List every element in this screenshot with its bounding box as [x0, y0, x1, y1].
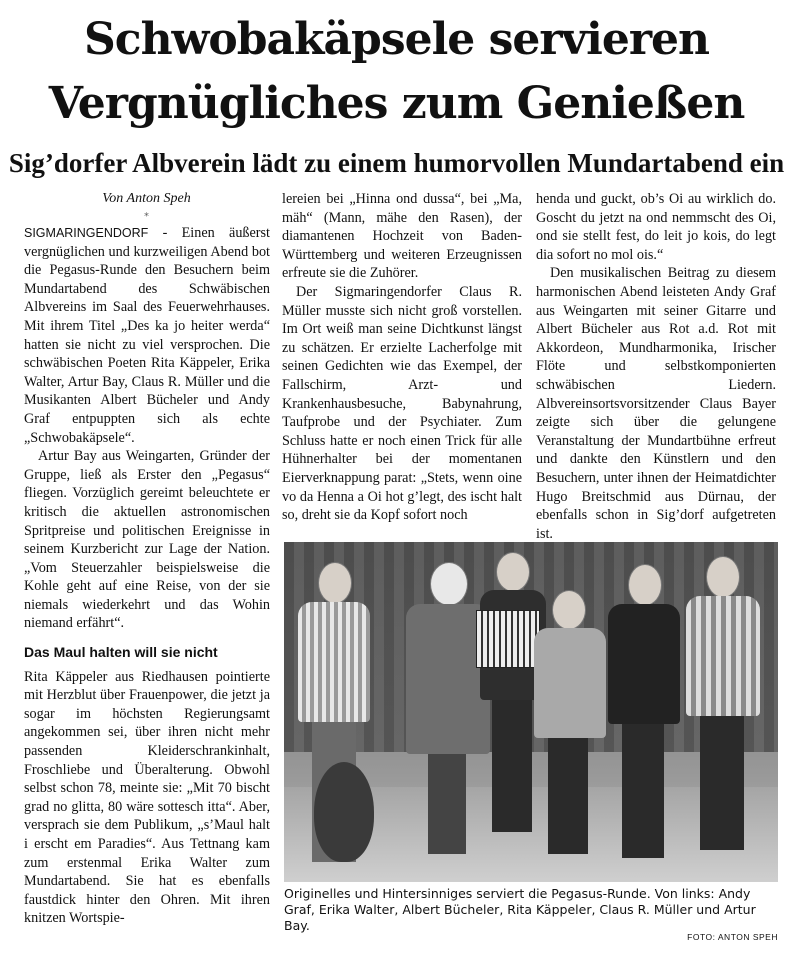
- paragraph: Den musikalischen Beitrag zu diesem harmonischen Abend leisteten Andy Graf aus Weingarten mit seiner Gitarre und Albert Bücheler aus Rot a.d. Rot mit Akkordeon, Mundharmonika, Irischer Flöte und selbstkomponierten schwäbischen Liedern. Albvereinsortsvorsitzender Claus Bayer zeigte sich über die gelungene Veranstaltung der Mundartbühne erfreut und dankte den Künstlern und den Besuchern, unter ihnen der Heimatdichter Hugo Breitschmid aus Dürnau, der ebenfalls schon in Sig’dorf aufgetreten ist.: [536, 265, 776, 542]
- article-column-3: [536, 190, 776, 543]
- photo-person-6: [682, 556, 764, 856]
- byline: Von Anton Speh: [102, 191, 191, 206]
- photo-caption: Originelles und Hintersinniges serviert die Pegasus-Runde. Von links: Andy Graf, Erika Walter, Albert Bücheler, Rita Käppeler, Claus R. Müller und Artur Bay.: [284, 886, 756, 933]
- paragraph: Rita Käppeler aus Riedhausen pointierte mit Herzblut über Frauenpower, die jetzt ja sogar im höchsten Regierungsamt angekommen sei, über ihren nicht mehr passenden Kleiderschrankinhalt, Froschliebe und Überalterung. Obwohl selbst schon 78, meinte sie: „Mit 70 bischt grad no glitta, 80 wäre sottesch itta“. Aber, versprach sie dem Publikum, „s’Maul halt i erscht em Paradies“. Aus Tettnang kam zum erstenmal Erika Walter zum Mundartabend. Sie hat es ebenfalls faustdick hinter den Ohren. Mit ihren knitzen Wortspie-: [24, 668, 270, 927]
- dateline: SIGMARINGENDORF: [24, 226, 149, 240]
- section-subheading: Das Maul halten will sie nicht: [24, 644, 218, 661]
- paragraph-text: - Einen äußerst vergnüglichen und kurzweiligen Abend bot die Pegasus-Runde den Besuchern beim Mundartabend des Schwäbischen Albvereins im Saal des Feuerwehrhauses. Mit ihrem Titel „Des ka jo heiter werda“ hatten sie nicht zu viel versprochen. Die schwäbischen Poeten Rita Käppeler, Erika Walter, Artur Bay, Claus R. Müller und die Musikanten Albert Bücheler und Andy Graf entpuppten sich als echte „Schwobakäpsele“.: [24, 225, 270, 446]
- photo-credit: FOTO: ANTON SPEH: [687, 932, 778, 942]
- paragraph: lereien bei „Hinna ond dussa“, bei „Ma, mäh“ (Mann, mähe den Rasen), der diamantenen Hochzeit von Baden-Württemberg und weiteren Erzeugnissen erfreute sie die Zuhörer.: [282, 191, 522, 282]
- article-column-1: [24, 224, 270, 928]
- headline-line-2: Vergnügliches zum Genießen: [48, 78, 745, 129]
- headline-line-1: Schwobakäpsele servieren: [84, 14, 709, 65]
- photo-person-5: [604, 564, 684, 864]
- paragraph: henda und guckt, ob’s Oi au wirklich do. Goscht du jetzt na ond nemmscht des Oi, ond sie stellt fest, do leit jo kois, do legt dia sofort no mol ois.“: [536, 191, 776, 263]
- byline-ornament: ⁎: [144, 208, 149, 218]
- group-photo: [284, 542, 778, 882]
- article-column-2: [282, 190, 522, 525]
- photo-person-1: [294, 562, 374, 872]
- subheadline: Sig’dorfer Albverein lädt zu einem humorvollen Mundartabend ein: [8, 148, 785, 178]
- paragraph: [24, 224, 270, 447]
- photo-person-4: [530, 590, 610, 860]
- paragraph: Der Sigmaringendorfer Claus R. Müller musste sich nicht groß vorstellen. Im Ort weiß man seine Dichtkunst längst zu schätzen. Er erzielte Lacherfolge mit seinen Gedichten wie das Exempel, der Fallschirm, Arzt- und Krankenhausbesuche, Babynahrung, Taufprobe und der Psychiater. Zum Schluss hatte er noch einen Trick für alle Hühnerhalter bei der momentanen Eierverknappung parat: „Stets, wenn oine vo da Henna a Oi hot g’legt, des ischt halt so, dreht sie da Kopf sofort noch: [282, 283, 522, 524]
- paragraph: Artur Bay aus Weingarten, Gründer der Gruppe, ließ als Erster den „Pegasus“ fliegen. Vorzüglich gereimt beleuchtete er kritisch die aktuellen astronomischen Spritpreise und politischen Ereignisse in seinem Kurzbericht zur Lage der Nation. „Vom Steuerzahler beispielsweise die Kohle geht auf eine Reise, von der sie niemals wiederkehrt und das Wohin niemand erfährt“.: [24, 448, 270, 632]
